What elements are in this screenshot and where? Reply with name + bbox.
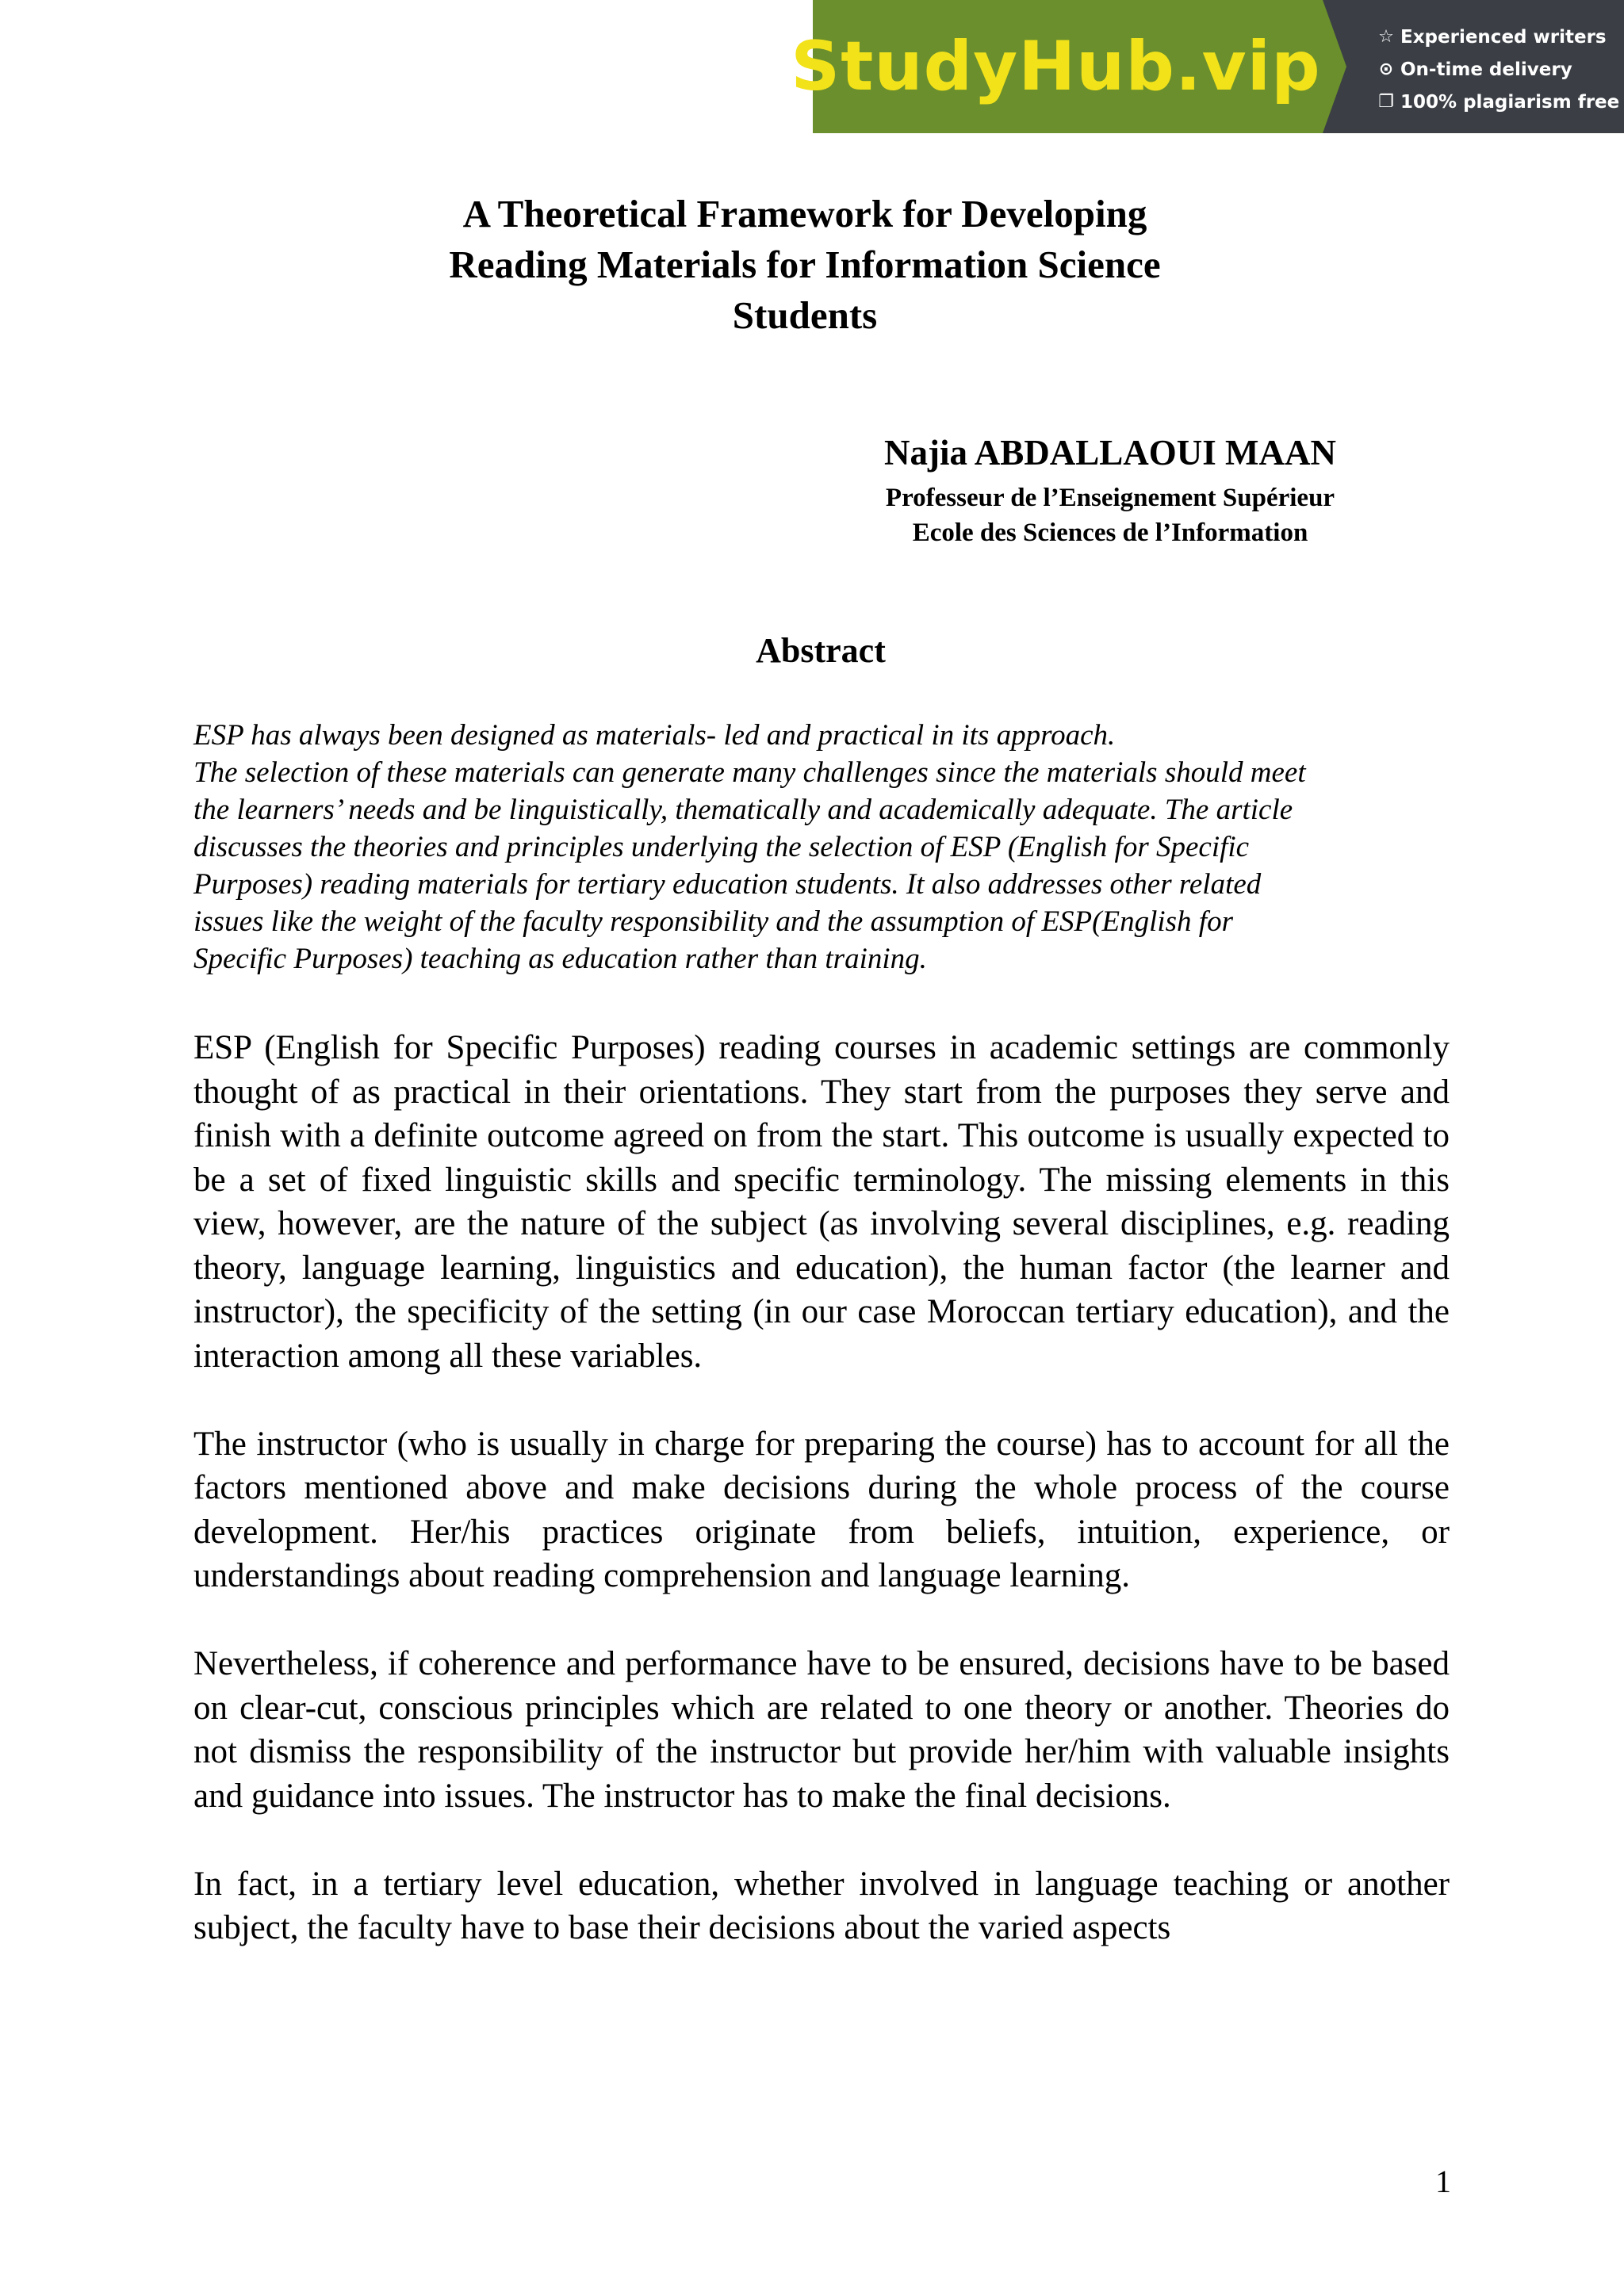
page-number: 1 (1435, 2164, 1451, 2199)
body-text (193, 1026, 1450, 1994)
author-position: Professeur de l’Enseignement Supérieur (885, 484, 1335, 512)
feature-text: 100% plagiarism free (1400, 91, 1620, 113)
author-name: Najia ABDALLAOUI MAAN (883, 433, 1336, 473)
body-paragraph: Nevertheless, if coherence and performance have to be ensured, decisions have to be based on clear-cut, conscious principles which are related to one theory or another. Theories do not dismiss the responsibility of the instructor but provide her/him with valuable insights and guidance into issues. The instructor has to make the final decisions. (193, 1645, 1450, 1815)
star-icon: ☆ (1378, 27, 1394, 47)
logo-text: StudyHub.vip (791, 27, 1321, 106)
author-block (793, 425, 1427, 550)
title-line: Reading Materials for Information Science (449, 243, 1161, 286)
feature-on-time-delivery (1377, 53, 1624, 86)
title-line: Students (732, 293, 878, 337)
feature-plagiarism-free (1377, 86, 1624, 118)
abstract-line: Specific Purposes) teaching as education rather than training. (193, 943, 927, 975)
banner-arrow-shape (1323, 0, 1346, 133)
paper-title (301, 189, 1308, 341)
abstract-line: issues like the weight of the faculty responsibility and the assumption of ESP(English for (193, 905, 1233, 938)
studyhub-logo[interactable] (791, 0, 1323, 133)
abstract-heading: Abstract (756, 631, 886, 670)
abstract-text (193, 717, 1462, 978)
copy-icon: ❐ (1378, 92, 1394, 112)
title-line: A Theoretical Framework for Developing (462, 192, 1147, 235)
author-affiliation: Ecole des Sciences de l’Information (912, 519, 1308, 547)
feature-text: On-time delivery (1400, 59, 1572, 80)
studyhub-banner[interactable] (791, 0, 1624, 133)
body-paragraph: ESP (English for Specific Purposes) reading courses in academic settings are commonly thought of as practical in their orientations. They start from the purposes they serve and finish with a definite outcome agreed on from the start. This outcome is usually expected to be a set of fixed linguistic skills and specific terminology. The missing elements in this view, however, are the nature of the subject (as involving several disciplines, e.g. reading theory, language learning, linguistics and education), the human factor (the learner and instructor), the specificity of the setting (in our case Moroccan tertiary education), and the interaction among all these variables. (193, 1029, 1450, 1375)
clock-icon: ⊙ (1378, 59, 1394, 79)
banner-features (1323, 0, 1624, 133)
abstract-line: discusses the theories and principles underlying the selection of ESP (English for Specific (193, 831, 1250, 863)
body-paragraph: The instructor (who is usually in charge for preparing the course) has to account for all the factors mentioned above and make decisions during the whole process of the course development. Her/his practices originate from beliefs, intuition, experience, or understandings about reading comprehension and language learning. (193, 1425, 1450, 1594)
abstract-line: The selection of these materials can generate many challenges since the materials should meet (193, 756, 1306, 789)
abstract-line: ESP has always been designed as materials- led and practical in its approach. (193, 719, 1116, 752)
feature-experienced-writers (1377, 21, 1624, 53)
abstract-line: the learners’ needs and be linguistically, thematically and academically adequate. The article (193, 794, 1293, 826)
body-paragraph: In fact, in a tertiary level education, whether involved in language teaching or another subject, the faculty have to base their decisions about the varied aspects (193, 1865, 1450, 1946)
feature-text: Experienced writers (1400, 26, 1607, 48)
abstract-line: Purposes) reading materials for tertiary education students. It also addresses other related (193, 868, 1262, 901)
